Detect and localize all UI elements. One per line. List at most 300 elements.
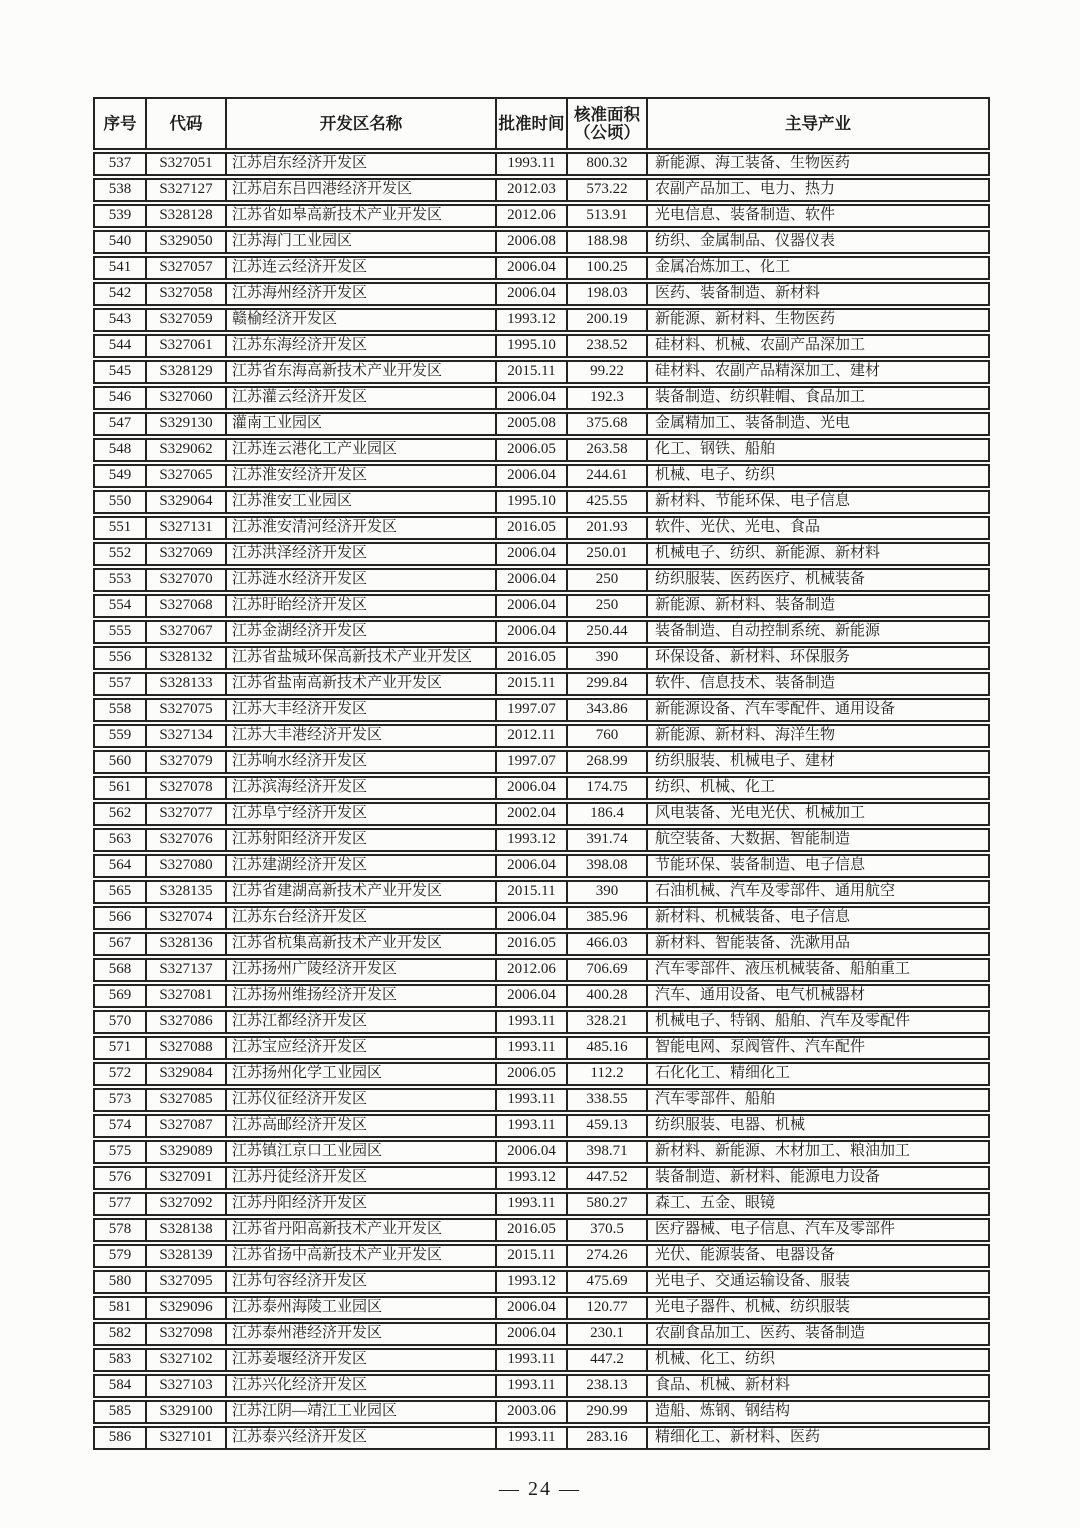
cell-zone-name: 江苏省建湖高新技术产业开发区 <box>225 882 495 902</box>
development-zones-table <box>93 97 990 1452</box>
table-row <box>93 1218 990 1242</box>
table-row <box>93 1426 990 1450</box>
cell-leading-industries: 石化化工、精细化工 <box>646 1064 988 1084</box>
cell-approved-area: 244.61 <box>566 466 646 486</box>
cell-serial: 568 <box>108 961 132 978</box>
cell-code: S327065 <box>145 466 225 486</box>
cell-serial: 572 <box>108 1065 132 1082</box>
cell-approved-area: 375.68 <box>566 414 646 434</box>
cell-serial: 548 <box>108 441 132 458</box>
cell-zone-name: 江苏大丰经济开发区 <box>225 700 495 720</box>
cell-code: S327079 <box>145 752 225 772</box>
cell-approved-area: 390 <box>566 648 646 668</box>
table-row <box>93 1062 990 1086</box>
table-row <box>93 490 990 514</box>
column-header-label: 核准面积 <box>574 105 640 125</box>
cell-code: S327086 <box>145 1012 225 1032</box>
cell-approved-area: 343.86 <box>566 700 646 720</box>
cell-approval-date: 1993.11 <box>495 1428 566 1448</box>
cell-serial: 558 <box>108 701 132 718</box>
cell-serial: 560 <box>108 753 132 770</box>
cell-code: S327103 <box>145 1376 225 1396</box>
cell-approval-date: 2006.04 <box>495 622 566 642</box>
cell-zone-name: 江苏盱眙经济开发区 <box>225 596 495 616</box>
cell-approval-date: 1997.07 <box>495 752 566 772</box>
cell-leading-industries: 光电子器件、机械、纺织服装 <box>646 1298 988 1318</box>
cell-zone-name: 江苏淮安清河经济开发区 <box>225 518 495 538</box>
cell-code: S329130 <box>145 414 225 434</box>
cell-serial: 578 <box>108 1221 132 1238</box>
column-header-serial <box>95 99 145 148</box>
cell-approved-area: 425.55 <box>566 492 646 512</box>
cell-approved-area: 706.69 <box>566 960 646 980</box>
cell-code: S329062 <box>145 440 225 460</box>
cell-approved-area: 385.96 <box>566 908 646 928</box>
cell-approved-area: 447.52 <box>566 1168 646 1188</box>
cell-zone-name: 江苏泰兴经济开发区 <box>225 1428 495 1448</box>
cell-approval-date: 2006.04 <box>495 1142 566 1162</box>
cell-code: S327058 <box>145 284 225 304</box>
cell-zone-name: 江苏淮安经济开发区 <box>225 466 495 486</box>
cell-code: S329084 <box>145 1064 225 1084</box>
cell-zone-name: 江苏金湖经济开发区 <box>225 622 495 642</box>
cell-approved-area: 391.74 <box>566 830 646 850</box>
cell-approval-date: 2012.06 <box>495 960 566 980</box>
cell-approval-date: 2006.05 <box>495 440 566 460</box>
cell-code: S328128 <box>145 206 225 226</box>
cell-zone-name: 江苏启东吕四港经济开发区 <box>225 180 495 200</box>
cell-approved-area: 328.21 <box>566 1012 646 1032</box>
cell-serial: 571 <box>108 1039 132 1056</box>
cell-approval-date: 2006.04 <box>495 778 566 798</box>
table-row <box>93 958 990 982</box>
cell-leading-industries: 新能源、新材料、生物医药 <box>646 310 988 330</box>
cell-approval-date: 2006.08 <box>495 232 566 252</box>
cell-code: S327069 <box>145 544 225 564</box>
cell-approved-area: 263.58 <box>566 440 646 460</box>
cell-approved-area: 398.71 <box>566 1142 646 1162</box>
cell-approved-area: 230.1 <box>566 1324 646 1344</box>
column-header-label: 代码 <box>169 113 203 133</box>
cell-leading-industries: 装备制造、自动控制系统、新能源 <box>646 622 988 642</box>
cell-approved-area: 274.26 <box>566 1246 646 1266</box>
cell-serial: 542 <box>108 285 132 302</box>
cell-approved-area: 370.5 <box>566 1220 646 1240</box>
cell-code: S327101 <box>145 1428 225 1448</box>
cell-leading-industries: 新能源、海工装备、生物医药 <box>646 154 988 174</box>
cell-zone-name: 江苏省盐南高新技术产业开发区 <box>225 674 495 694</box>
cell-zone-name: 江苏省盐城环保高新技术产业开发区 <box>225 648 495 668</box>
cell-approved-area: 112.2 <box>566 1064 646 1084</box>
cell-code: S329096 <box>145 1298 225 1318</box>
cell-leading-industries: 环保设备、新材料、环保服务 <box>646 648 988 668</box>
column-header-zone-name <box>225 99 495 148</box>
table-row <box>93 880 990 904</box>
cell-serial: 550 <box>108 493 132 510</box>
cell-leading-industries: 森工、五金、眼镜 <box>646 1194 988 1214</box>
cell-leading-industries: 机械电子、特钢、船舶、汽车及零配件 <box>646 1012 988 1032</box>
page-number: — 24 — <box>499 1478 581 1500</box>
cell-leading-industries: 化工、钢铁、船舶 <box>646 440 988 460</box>
cell-leading-industries: 纺织服装、电器、机械 <box>646 1116 988 1136</box>
cell-serial: 554 <box>108 597 132 614</box>
cell-approved-area: 200.19 <box>566 310 646 330</box>
cell-code: S327061 <box>145 336 225 356</box>
cell-zone-name: 江苏淮安工业园区 <box>225 492 495 512</box>
cell-serial: 584 <box>108 1377 132 1394</box>
cell-approved-area: 188.98 <box>566 232 646 252</box>
table-row <box>93 516 990 540</box>
cell-serial: 551 <box>108 519 132 536</box>
cell-zone-name: 江苏扬州广陵经济开发区 <box>225 960 495 980</box>
cell-approval-date: 2006.04 <box>495 466 566 486</box>
cell-code: S327095 <box>145 1272 225 1292</box>
cell-leading-industries: 光伏、能源装备、电器设备 <box>646 1246 988 1266</box>
cell-leading-industries: 新材料、智能装备、洗漱用品 <box>646 934 988 954</box>
column-header-leading-industries <box>646 99 988 148</box>
cell-approval-date: 1993.11 <box>495 1116 566 1136</box>
cell-leading-industries: 光电信息、装备制造、软件 <box>646 206 988 226</box>
cell-leading-industries: 机械电子、纺织、新能源、新材料 <box>646 544 988 564</box>
column-header-code <box>145 99 225 148</box>
cell-serial: 570 <box>108 1013 132 1030</box>
cell-approval-date: 1993.11 <box>495 1350 566 1370</box>
cell-zone-name: 江苏省东海高新技术产业开发区 <box>225 362 495 382</box>
cell-leading-industries: 机械、化工、纺织 <box>646 1350 988 1370</box>
cell-code: S329050 <box>145 232 225 252</box>
table-row <box>93 178 990 202</box>
cell-approval-date: 2016.05 <box>495 1220 566 1240</box>
cell-serial: 545 <box>108 363 132 380</box>
column-header-approved-area <box>566 99 646 148</box>
cell-serial: 555 <box>108 623 132 640</box>
cell-zone-name: 江苏涟水经济开发区 <box>225 570 495 590</box>
table-row <box>93 828 990 852</box>
cell-approval-date: 2016.05 <box>495 648 566 668</box>
cell-zone-name: 江苏滨海经济开发区 <box>225 778 495 798</box>
cell-zone-name: 江苏响水经济开发区 <box>225 752 495 772</box>
table-row <box>93 230 990 254</box>
column-header-unit: （公顷） <box>574 122 640 142</box>
cell-approval-date: 1993.12 <box>495 310 566 330</box>
cell-code: S328129 <box>145 362 225 382</box>
cell-leading-industries: 机械、电子、纺织 <box>646 466 988 486</box>
cell-code: S327091 <box>145 1168 225 1188</box>
cell-approved-area: 250.01 <box>566 544 646 564</box>
table-row <box>93 412 990 436</box>
cell-leading-industries: 智能电网、泵阀管件、汽车配件 <box>646 1038 988 1058</box>
cell-approved-area: 174.75 <box>566 778 646 798</box>
cell-approved-area: 466.03 <box>566 934 646 954</box>
cell-serial: 577 <box>108 1195 132 1212</box>
table-row <box>93 620 990 644</box>
cell-approved-area: 398.08 <box>566 856 646 876</box>
table-row <box>93 1114 990 1138</box>
cell-zone-name: 灌南工业园区 <box>225 414 495 434</box>
cell-code: S327075 <box>145 700 225 720</box>
cell-leading-industries: 汽车零部件、液压机械装备、船舶重工 <box>646 960 988 980</box>
cell-serial: 574 <box>108 1117 132 1134</box>
cell-zone-name: 江苏洪泽经济开发区 <box>225 544 495 564</box>
cell-zone-name: 江苏丹徒经济开发区 <box>225 1168 495 1188</box>
table-row <box>93 906 990 930</box>
cell-approved-area: 250.44 <box>566 622 646 642</box>
cell-approval-date: 2005.08 <box>495 414 566 434</box>
cell-approval-date: 2006.04 <box>495 856 566 876</box>
cell-serial: 539 <box>108 207 132 224</box>
cell-leading-industries: 软件、光伏、光电、食品 <box>646 518 988 538</box>
cell-approved-area: 513.91 <box>566 206 646 226</box>
cell-code: S327051 <box>145 154 225 174</box>
cell-leading-industries: 金属冶炼加工、化工 <box>646 258 988 278</box>
table-row <box>93 984 990 1008</box>
cell-approval-date: 2006.04 <box>495 1324 566 1344</box>
cell-approval-date: 2012.11 <box>495 726 566 746</box>
cell-code: S327102 <box>145 1350 225 1370</box>
cell-zone-name: 江苏扬州化学工业园区 <box>225 1064 495 1084</box>
cell-code: S327067 <box>145 622 225 642</box>
cell-code: S327070 <box>145 570 225 590</box>
cell-leading-industries: 石油机械、汽车及零部件、通用航空 <box>646 882 988 902</box>
cell-serial: 576 <box>108 1169 132 1186</box>
cell-leading-industries: 食品、机械、新材料 <box>646 1376 988 1396</box>
cell-zone-name: 江苏连云港化工产业园区 <box>225 440 495 460</box>
cell-code: S327076 <box>145 830 225 850</box>
cell-approved-area: 580.27 <box>566 1194 646 1214</box>
cell-approval-date: 2012.06 <box>495 206 566 226</box>
cell-approved-area: 760 <box>566 726 646 746</box>
cell-approval-date: 2006.04 <box>495 544 566 564</box>
table-row <box>93 1348 990 1372</box>
cell-code: S327087 <box>145 1116 225 1136</box>
cell-approved-area: 290.99 <box>566 1402 646 1422</box>
cell-zone-name: 江苏灌云经济开发区 <box>225 388 495 408</box>
table-row <box>93 854 990 878</box>
table-row <box>93 1140 990 1164</box>
cell-leading-industries: 纺织服装、医药医疗、机械装备 <box>646 570 988 590</box>
cell-zone-name: 江苏启东经济开发区 <box>225 154 495 174</box>
cell-leading-industries: 光电子、交通运输设备、服装 <box>646 1272 988 1292</box>
cell-code: S327127 <box>145 180 225 200</box>
cell-approved-area: 250 <box>566 596 646 616</box>
cell-leading-industries: 纺织、金属制品、仪器仪表 <box>646 232 988 252</box>
cell-leading-industries: 汽车零部件、船舶 <box>646 1090 988 1110</box>
table-row <box>93 776 990 800</box>
cell-serial: 569 <box>108 987 132 1004</box>
cell-serial: 582 <box>108 1325 132 1342</box>
cell-approval-date: 1993.11 <box>495 1090 566 1110</box>
cell-serial: 537 <box>108 155 132 172</box>
cell-code: S327060 <box>145 388 225 408</box>
cell-zone-name: 江苏句容经济开发区 <box>225 1272 495 1292</box>
cell-leading-industries: 新材料、新能源、木材加工、粮油加工 <box>646 1142 988 1162</box>
table-row <box>93 932 990 956</box>
cell-serial: 562 <box>108 805 132 822</box>
table-row <box>93 698 990 722</box>
table-row <box>93 308 990 332</box>
cell-code: S328139 <box>145 1246 225 1266</box>
cell-serial: 553 <box>108 571 132 588</box>
cell-zone-name: 江苏高邮经济开发区 <box>225 1116 495 1136</box>
cell-approval-date: 2006.04 <box>495 1298 566 1318</box>
cell-approval-date: 2006.04 <box>495 388 566 408</box>
cell-approval-date: 2006.04 <box>495 258 566 278</box>
cell-code: S327137 <box>145 960 225 980</box>
cell-leading-industries: 新材料、节能环保、电子信息 <box>646 492 988 512</box>
table-row <box>93 1400 990 1424</box>
table-row <box>93 672 990 696</box>
table-row <box>93 334 990 358</box>
cell-serial: 564 <box>108 857 132 874</box>
cell-code: S327081 <box>145 986 225 1006</box>
column-header-approval-date <box>495 99 566 148</box>
table-row <box>93 542 990 566</box>
cell-serial: 573 <box>108 1091 132 1108</box>
cell-approval-date: 2015.11 <box>495 1246 566 1266</box>
cell-code: S327057 <box>145 258 225 278</box>
cell-serial: 552 <box>108 545 132 562</box>
cell-approved-area: 192.3 <box>566 388 646 408</box>
cell-approved-area: 338.55 <box>566 1090 646 1110</box>
cell-code: S327078 <box>145 778 225 798</box>
cell-serial: 567 <box>108 935 132 952</box>
cell-serial: 538 <box>108 181 132 198</box>
cell-zone-name: 江苏省杭集高新技术产业开发区 <box>225 934 495 954</box>
cell-leading-industries: 装备制造、新材料、能源电力设备 <box>646 1168 988 1188</box>
cell-zone-name: 江苏仪征经济开发区 <box>225 1090 495 1110</box>
cell-leading-industries: 汽车、通用设备、电气机械器材 <box>646 986 988 1006</box>
cell-leading-industries: 航空装备、大数据、智能制造 <box>646 830 988 850</box>
cell-zone-name: 江苏兴化经济开发区 <box>225 1376 495 1396</box>
cell-leading-industries: 新能源设备、汽车零配件、通用设备 <box>646 700 988 720</box>
cell-approved-area: 99.22 <box>566 362 646 382</box>
table-row <box>93 386 990 410</box>
cell-leading-industries: 新能源、新材料、装备制造 <box>646 596 988 616</box>
table-row <box>93 1244 990 1268</box>
cell-approval-date: 1993.12 <box>495 1168 566 1188</box>
cell-serial: 559 <box>108 727 132 744</box>
cell-serial: 575 <box>108 1143 132 1160</box>
cell-zone-name: 江苏海门工业园区 <box>225 232 495 252</box>
cell-approved-area: 400.28 <box>566 986 646 1006</box>
table-row <box>93 1088 990 1112</box>
cell-serial: 557 <box>108 675 132 692</box>
column-header-label: 序号 <box>103 113 137 133</box>
table-row <box>93 464 990 488</box>
cell-code: S328133 <box>145 674 225 694</box>
cell-approval-date: 1997.07 <box>495 700 566 720</box>
cell-serial: 541 <box>108 259 132 276</box>
cell-approved-area: 447.2 <box>566 1350 646 1370</box>
cell-zone-name: 江苏泰州港经济开发区 <box>225 1324 495 1344</box>
cell-approved-area: 238.13 <box>566 1376 646 1396</box>
table-row <box>93 724 990 748</box>
cell-leading-industries: 农副产品加工、电力、热力 <box>646 180 988 200</box>
cell-zone-name: 江苏丹阳经济开发区 <box>225 1194 495 1214</box>
table-body <box>93 152 990 1450</box>
cell-approved-area: 120.77 <box>566 1298 646 1318</box>
cell-zone-name: 赣榆经济开发区 <box>225 310 495 330</box>
column-header-label: 开发区名称 <box>319 113 403 133</box>
cell-approval-date: 2012.03 <box>495 180 566 200</box>
column-header-label: 主导产业 <box>785 113 851 133</box>
table-row <box>93 1010 990 1034</box>
cell-serial: 579 <box>108 1247 132 1264</box>
cell-serial: 566 <box>108 909 132 926</box>
table-row <box>93 646 990 670</box>
table-row <box>93 568 990 592</box>
cell-approved-area: 268.99 <box>566 752 646 772</box>
cell-code: S327134 <box>145 726 225 746</box>
cell-approval-date: 2015.11 <box>495 882 566 902</box>
table-row <box>93 1374 990 1398</box>
cell-approval-date: 2015.11 <box>495 362 566 382</box>
cell-serial: 549 <box>108 467 132 484</box>
cell-leading-industries: 硅材料、农副产品精深加工、建材 <box>646 362 988 382</box>
cell-approval-date: 1993.11 <box>495 154 566 174</box>
table-row <box>93 256 990 280</box>
table-row <box>93 1036 990 1060</box>
cell-code: S327074 <box>145 908 225 928</box>
cell-serial: 544 <box>108 337 132 354</box>
cell-zone-name: 江苏扬州维扬经济开发区 <box>225 986 495 1006</box>
cell-zone-name: 江苏江阴—靖江工业园区 <box>225 1402 495 1422</box>
cell-approval-date: 2002.04 <box>495 804 566 824</box>
cell-approval-date: 1995.10 <box>495 492 566 512</box>
cell-approval-date: 1993.11 <box>495 1038 566 1058</box>
cell-approved-area: 459.13 <box>566 1116 646 1136</box>
cell-serial: 540 <box>108 233 132 250</box>
cell-code: S328136 <box>145 934 225 954</box>
cell-leading-industries: 新能源、新材料、海洋生物 <box>646 726 988 746</box>
cell-approved-area: 250 <box>566 570 646 590</box>
cell-code: S327085 <box>145 1090 225 1110</box>
cell-approved-area: 800.32 <box>566 154 646 174</box>
table-row <box>93 1192 990 1216</box>
cell-zone-name: 江苏建湖经济开发区 <box>225 856 495 876</box>
cell-code: S327131 <box>145 518 225 538</box>
cell-zone-name: 江苏江都经济开发区 <box>225 1012 495 1032</box>
cell-code: S327092 <box>145 1194 225 1214</box>
cell-zone-name: 江苏镇江京口工业园区 <box>225 1142 495 1162</box>
cell-approval-date: 2016.05 <box>495 518 566 538</box>
cell-serial: 546 <box>108 389 132 406</box>
cell-approval-date: 2016.05 <box>495 934 566 954</box>
cell-approval-date: 2003.06 <box>495 1402 566 1422</box>
cell-serial: 585 <box>108 1403 132 1420</box>
cell-zone-name: 江苏海州经济开发区 <box>225 284 495 304</box>
cell-serial: 556 <box>108 649 132 666</box>
column-header-label: 批准时间 <box>498 113 565 133</box>
cell-serial: 561 <box>108 779 132 796</box>
cell-approval-date: 1993.11 <box>495 1012 566 1032</box>
cell-code: S327059 <box>145 310 225 330</box>
cell-approval-date: 2006.04 <box>495 908 566 928</box>
cell-leading-industries: 医药、装备制造、新材料 <box>646 284 988 304</box>
table-row <box>93 204 990 228</box>
cell-code: S329089 <box>145 1142 225 1162</box>
cell-leading-industries: 纺织、机械、化工 <box>646 778 988 798</box>
cell-approval-date: 2006.04 <box>495 986 566 1006</box>
cell-zone-name: 江苏省如皋高新技术产业开发区 <box>225 206 495 226</box>
cell-zone-name: 江苏省丹阳高新技术产业开发区 <box>225 1220 495 1240</box>
cell-approved-area: 283.16 <box>566 1428 646 1448</box>
table-row <box>93 1296 990 1320</box>
cell-serial: 547 <box>108 415 132 432</box>
cell-code: S327077 <box>145 804 225 824</box>
cell-zone-name: 江苏省扬中高新技术产业开发区 <box>225 1246 495 1266</box>
cell-leading-industries: 节能环保、装备制造、电子信息 <box>646 856 988 876</box>
